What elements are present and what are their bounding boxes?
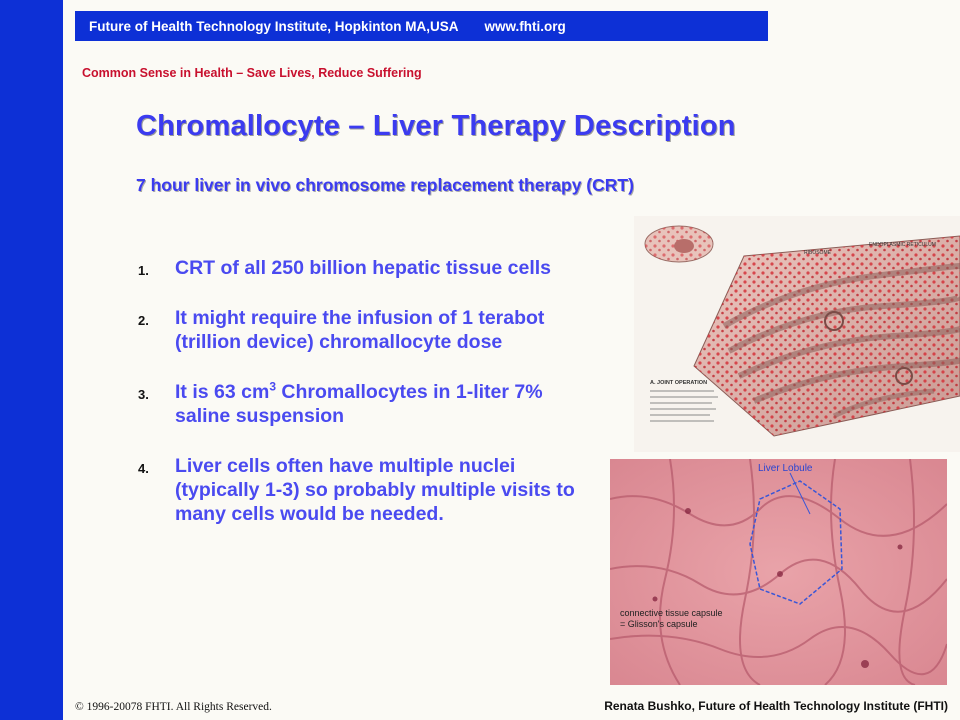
slide-title: Chromallocyte – Liver Therapy Description	[136, 110, 736, 142]
numbered-point-list	[138, 256, 598, 526]
list-item-number: 2.	[138, 313, 149, 328]
liver-lobule-label: Liver Lobule	[758, 463, 813, 474]
organelle-drawing	[634, 216, 960, 452]
capsule-label: connective tissue capsule	[620, 608, 723, 618]
list-item-number: 3.	[138, 387, 149, 402]
left-accent-bar	[0, 0, 63, 720]
header-banner	[75, 11, 768, 41]
liver-histology-micrograph	[610, 459, 947, 685]
slide-subtitle: 7 hour liver in vivo chromosome replacement therapy (CRT)	[136, 175, 634, 195]
institute-url[interactable]: www.fhti.org	[484, 18, 566, 34]
caption-label: A. JOINT OPERATION	[650, 380, 708, 386]
institute-name: Future of Health Technology Institute, Hopkinton MA,USA	[89, 18, 459, 34]
histology-drawing	[610, 459, 947, 685]
copyright-notice: © 1996-20078 FHTI. All Rights Reserved.	[75, 701, 272, 713]
ribosome-label: RIBOSOME	[804, 250, 831, 256]
list-item	[138, 256, 598, 280]
list-item-text-continued: Chromallocytes in 1-liter 7% saline suspension	[175, 381, 543, 427]
list-item-text: CRT of all 250 billion hepatic tissue cells	[175, 257, 552, 279]
list-item	[138, 454, 598, 526]
author-credit: Renata Bushko, Future of Health Technology Institute (FHTI)	[604, 699, 948, 713]
list-item-text: Liver cells often have multiple nuclei (typically 1-3) so probably multiple visits to many cells would be needed.	[175, 455, 575, 525]
endoplasmic-reticulum-illustration	[634, 216, 960, 452]
superscript-exponent: 3	[269, 379, 276, 394]
list-item-text: It might require the infusion of 1 terabot (trillion device) chromallocyte dose	[175, 307, 545, 353]
tagline: Common Sense in Health – Save Lives, Reduce Suffering	[82, 66, 422, 80]
list-item-number: 4.	[138, 461, 149, 476]
er-label: ENDOPLASMIC RETICULUM	[869, 242, 936, 248]
list-item	[138, 306, 598, 354]
list-item	[138, 380, 598, 428]
list-item-text: It is 63 cm	[175, 381, 270, 403]
glisson-capsule-label: = Glisson's capsule	[620, 619, 698, 629]
list-item-number: 1.	[138, 263, 149, 278]
